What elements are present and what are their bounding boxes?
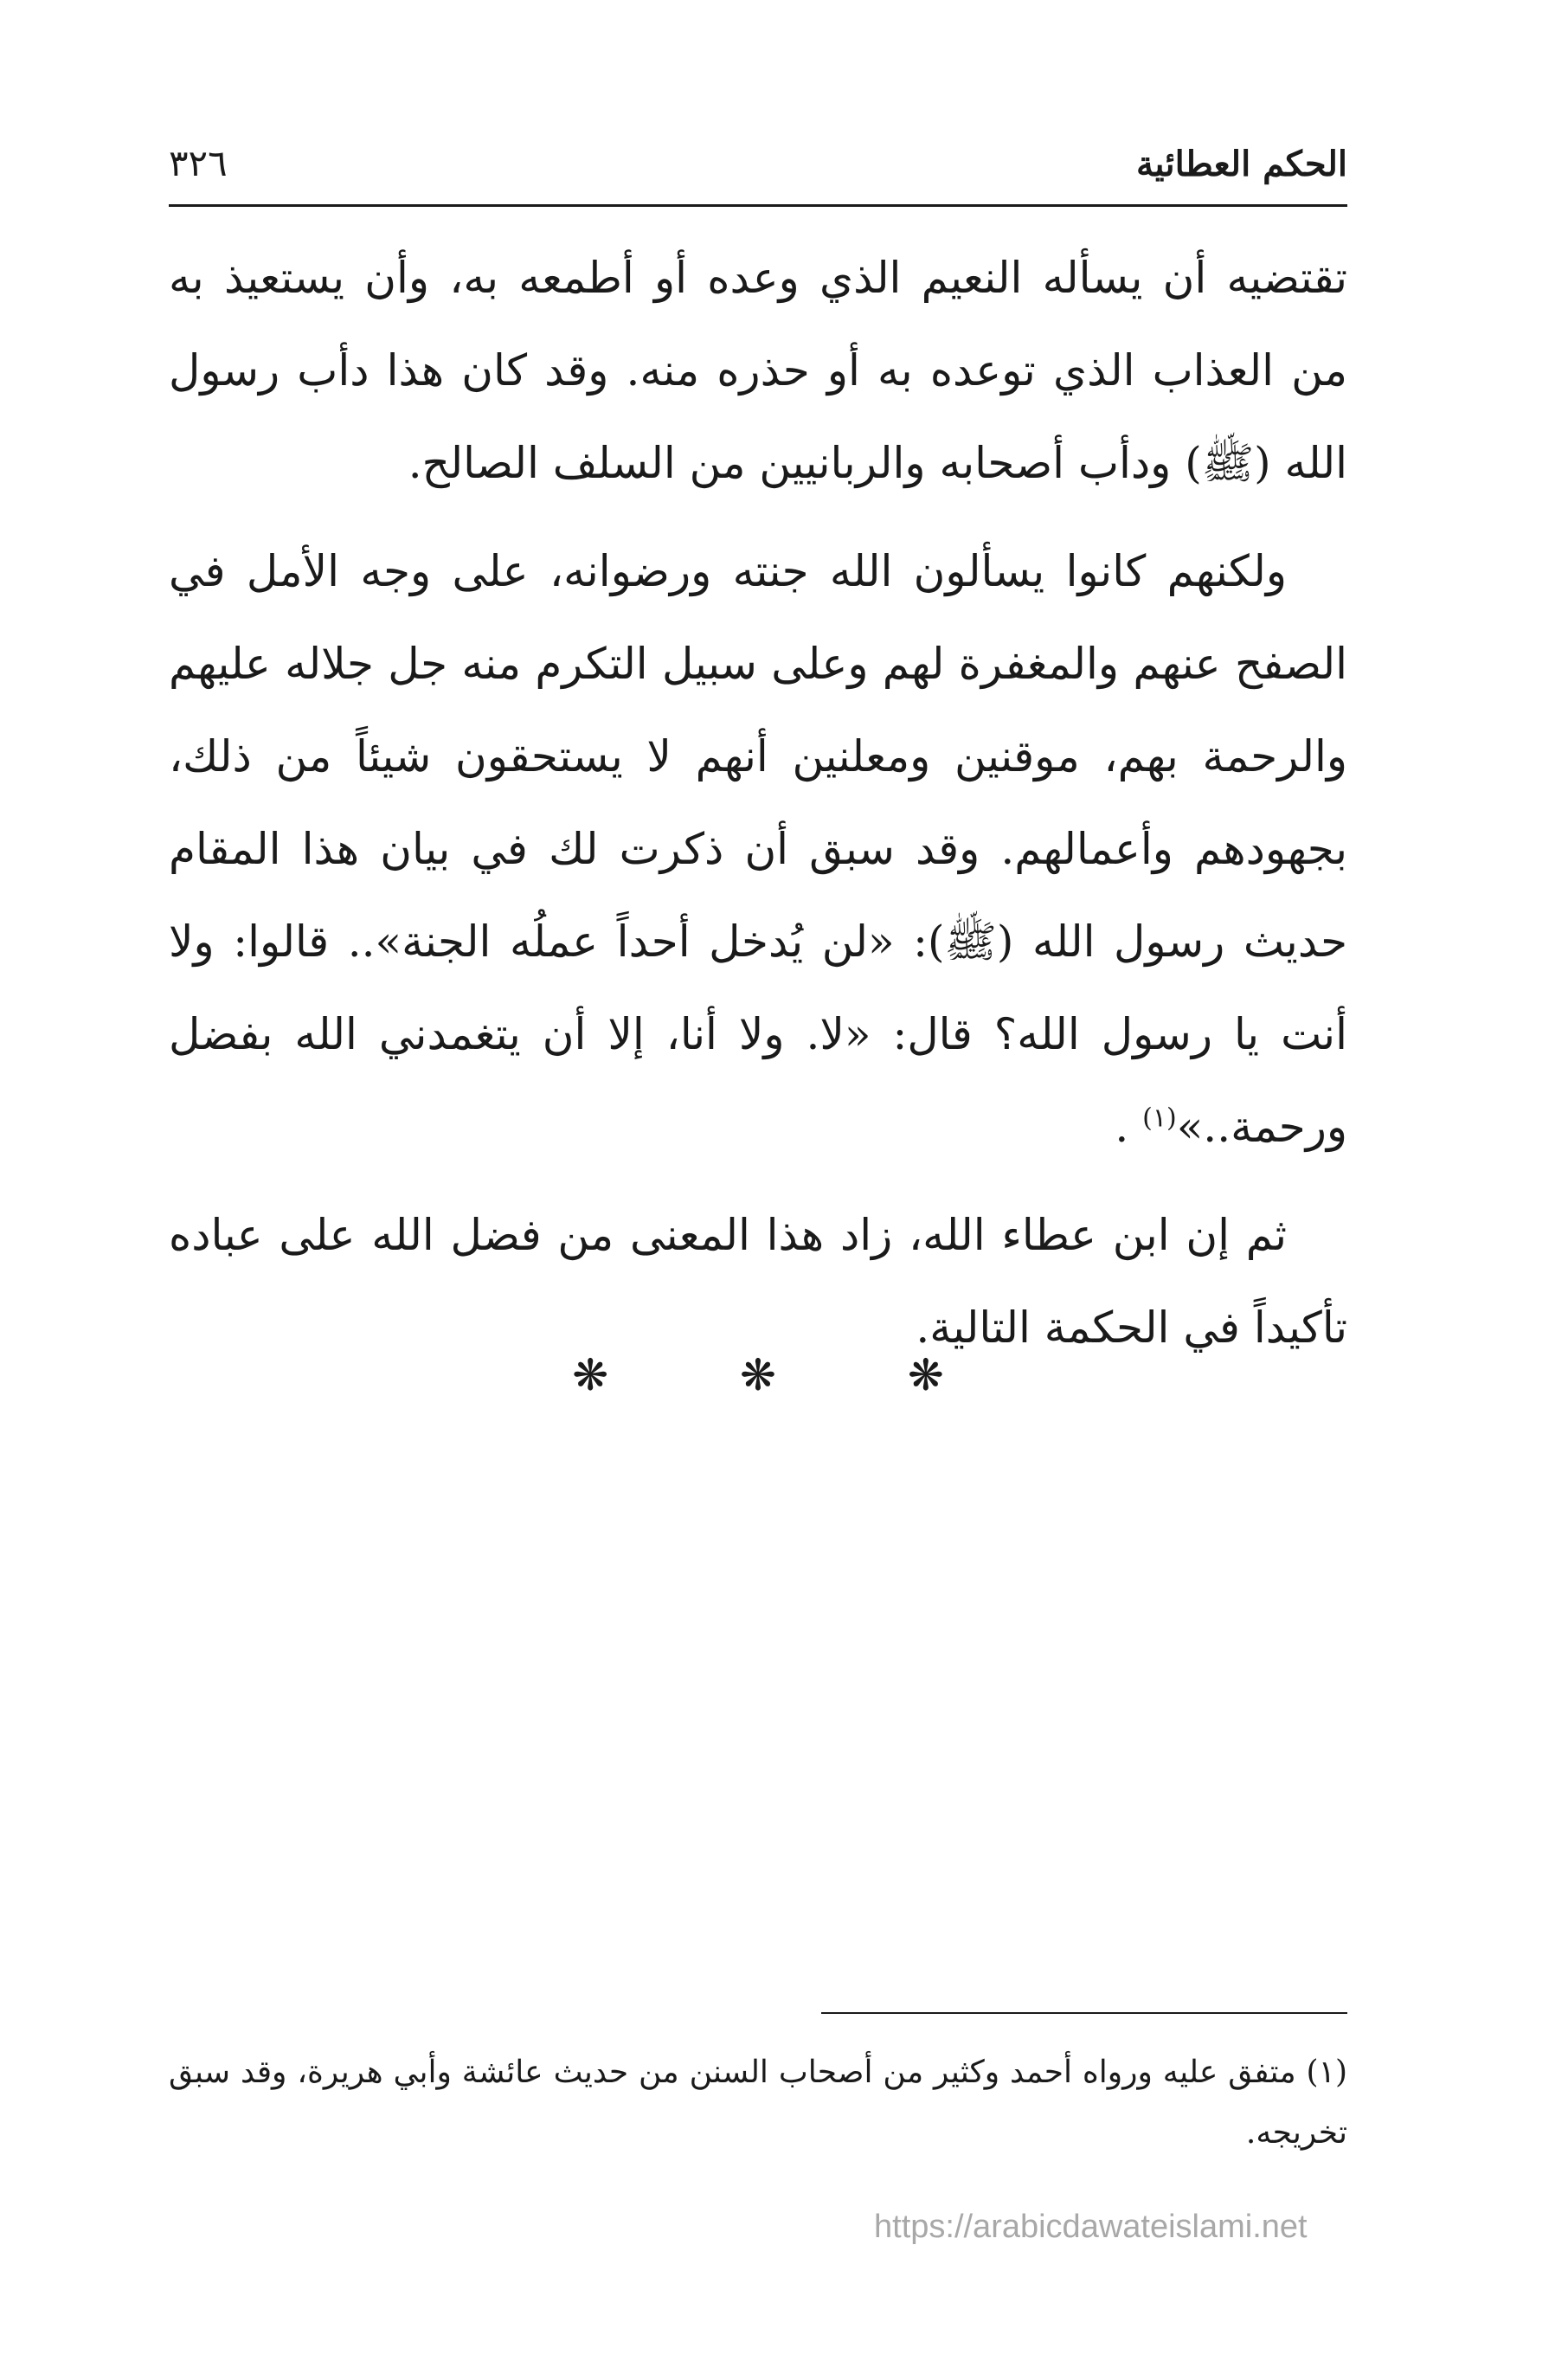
running-head-title: الحكم العطائية — [1135, 144, 1347, 184]
separator-star-icon: ❋ — [572, 1350, 609, 1400]
running-head — [169, 140, 1347, 192]
paragraph-2 — [169, 525, 1347, 1174]
separator-star-icon: ❋ — [907, 1350, 944, 1400]
watermark-url: https://arabicdawateislami.net — [874, 2209, 1308, 2245]
paragraph-1: تقتضيه أن يسأله النعيم الذي وعده أو أطمعه به، وأن يستعيذ به من العذاب الذي توعده به أو حذره منه. وقد كان هذا دأب رسول الله (ﷺ) ودأب أصحابه والربانيين من السلف الصالح. — [169, 253, 1347, 488]
paragraph-3: ثم إن ابن عطاء الله، زاد هذا المعنى من فضل الله على عباده تأكيداً في الحكمة التالية. — [169, 1210, 1347, 1353]
footnote-reference: (١) — [1142, 1103, 1177, 1134]
paragraph-2-text: ولكنهم كانوا يسألون الله جنته ورضوانه، على وجه الأمل في الصفح عنهم والمغفرة لهم وعلى سبيل التكرم منه جل جلاله عليهم والرحمة بهم، موقنين ومعلنين أنهم لا يستحقون شيئاً من ذلك، بجهودهم وأعمالهم. وقد سبق أن ذكرت لك في بيان هذا المقام حديث رسول الله (ﷺ): «لن يُدخل أحداً عملُه الجنة».. قالوا: ولا أنت يا رسول الله؟ قال: «لا. ولا أنا، إلا أن يتغمدني الله بفضل ورحمة..» — [169, 546, 1347, 1152]
main-text — [169, 232, 1347, 1390]
footnote-rule — [821, 2012, 1347, 2014]
page-number: ٣٢٦ — [169, 142, 228, 184]
footnote-1: (١) متفق عليه ورواه أحمد وكثير من أصحاب السنن من حديث عائشة وأبي هريرة، وقد سبق تخريجه. — [169, 2055, 1347, 2151]
section-separator — [169, 1350, 1347, 1402]
header-rule — [169, 204, 1347, 207]
separator-star-icon: ❋ — [740, 1350, 776, 1400]
paragraph-2-end: . — [1115, 1102, 1143, 1152]
footnotes — [169, 2042, 1347, 2164]
